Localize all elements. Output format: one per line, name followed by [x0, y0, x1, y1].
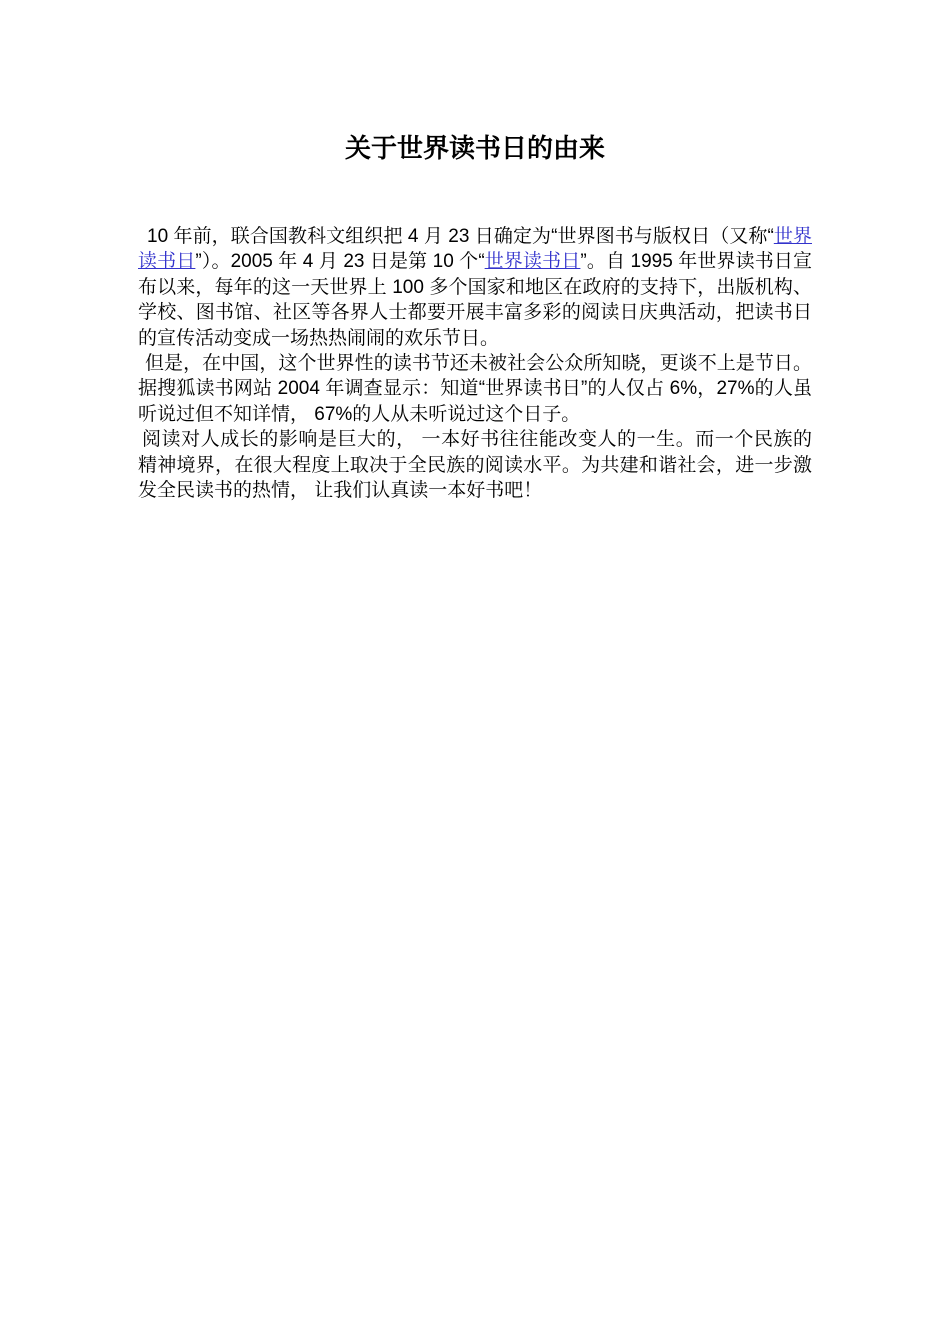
text-run: ”。自 1995 年世界读书日宣布以来，每年的这一天世界上 100 多个国家和地区在政府的支持下，出版机构、学校、图书馆、社区等各界人士都要开展丰富多彩的阅读日庆典活动，把读书日的宣传活动变成一场热热闹闹的欢乐节日。	[138, 251, 812, 349]
world-reading-day-link[interactable]: 世界读书日	[138, 226, 812, 273]
paragraph-1	[138, 224, 812, 351]
document-title: 关于世界读书日的由来	[344, 134, 605, 163]
text-run: 阅读对人成长的影响是巨大的， 一本好书往往能改变人的一生。而一个民族的精神境界，在很大程度上取决于全民族的阅读水平。为共建和谐社会，进一步激发全民读书的热情， 让我们认真读一本好书吧！	[138, 429, 812, 502]
world-reading-day-link[interactable]: 世界读书日	[484, 251, 581, 273]
document-body	[138, 224, 812, 503]
paragraph-2	[138, 351, 812, 427]
text-run: 10 年前，联合国教科文组织把 4 月 23 日确定为“世界图书与版权日（又称“	[147, 226, 774, 247]
text-run: ”）。2005 年 4 月 23 日是第 10 个“	[195, 251, 485, 273]
paragraph-3	[138, 427, 812, 503]
text-run: 但是，在中国，这个世界性的读书节还未被社会公众所知晓，更谈不上是节日。据搜狐读书网站 2004 年调查显示：知道“世界读书日”的人仅占 6%，27%的人虽听说过但不知详情， 67%的人从未听说过这个日子。	[138, 353, 812, 425]
